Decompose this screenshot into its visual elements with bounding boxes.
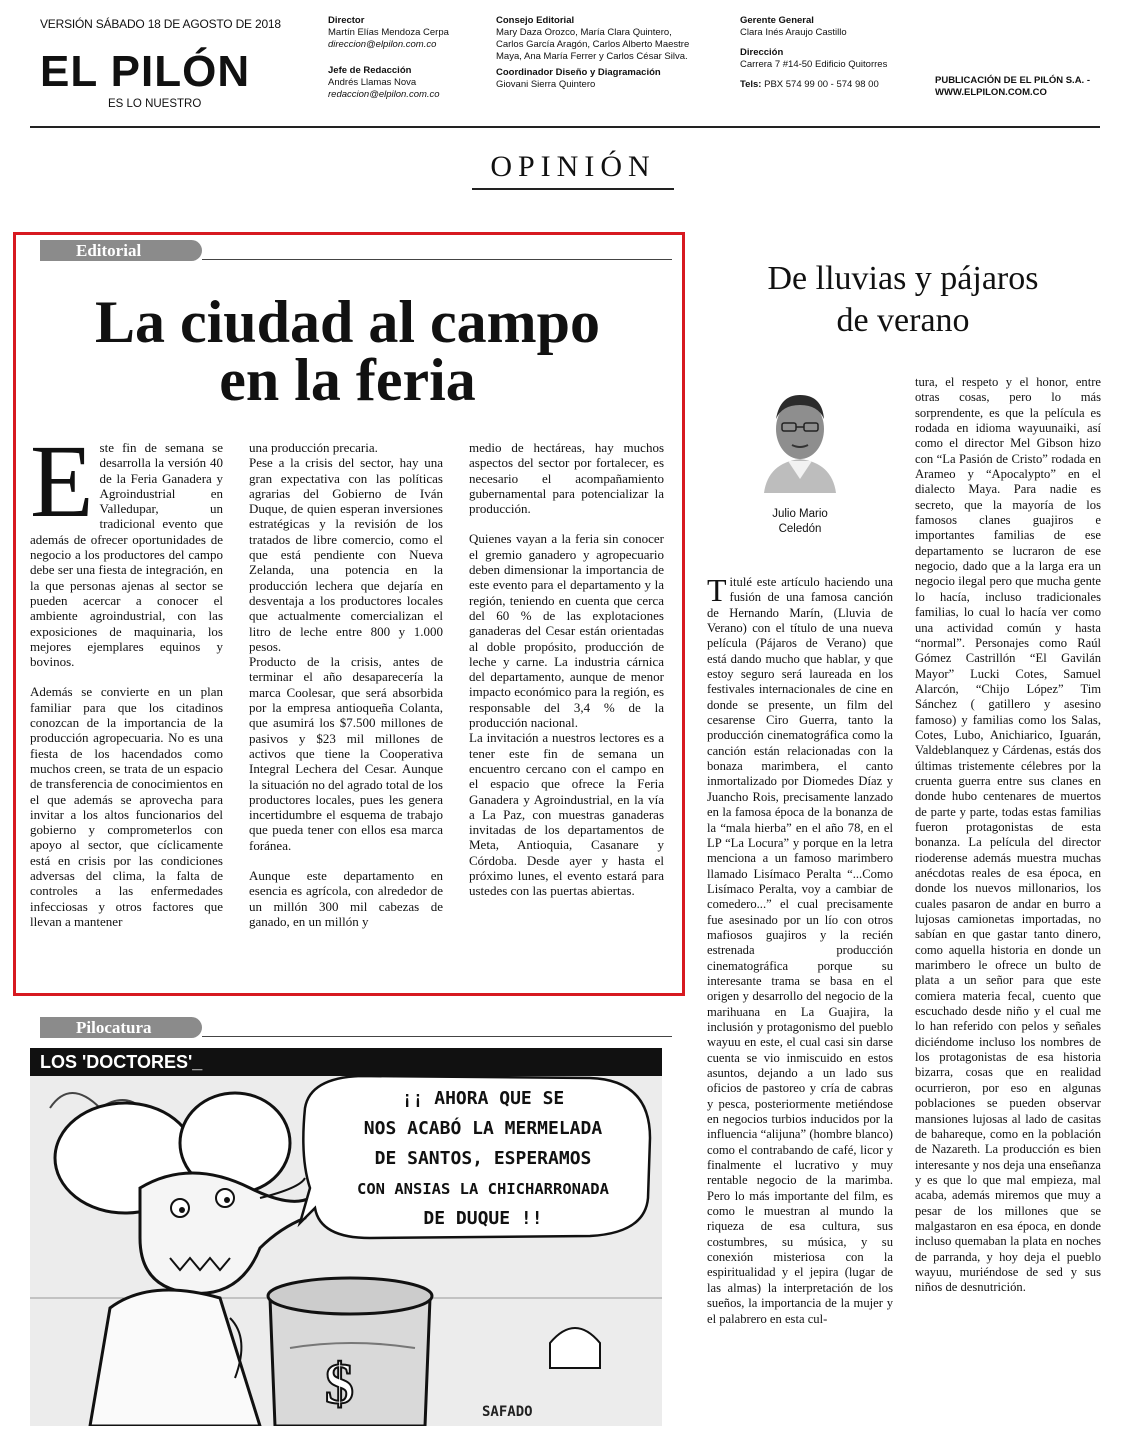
cartoon-title: LOS 'DOCTORES'_ (40, 1052, 203, 1072)
headline-line-2: en la feria (219, 347, 476, 413)
editorial-column-2 (249, 440, 443, 985)
paragraph: una producción precaria. (249, 440, 378, 455)
editorial-column-1 (30, 440, 223, 985)
paragraph: itulé este artículo haciendo una fusión de una famosa canción de Hernando Marín, (Lluvia de Verano) con el título de una nueva película (Pájaros de Verano) que está dando mucho que hablar, y que estoy seguro será laureada en los festivales internacionales de cine en donde se presente, un film del cesarense Ciro Guerra, tanto la producción cinematográfica como la canción están relacionadas con la bonaza marimbera, el canto inmortalizado por Diomedes Díaz y Juancho Rois, precisamente lanzado en la famosa época de la bonanza de la “mala hierba” en el año 78, en el LP “La Locura” y porque en la letra menciona a un famoso marimbero llamado Lisímaco Peralta “...Como Lisímaco Peralta, voy a cambiar de comedero...” el cual precisamente fue asesinado por un lío con otros mafiosos guajiros y la recién estrenada producción cinematográfica porque su interesante trama se basa en el origen y desarrollo del negocio de la marihuana en La Guajira, la inclusión y protagonismo del pueblo wayuu en este, el cual casi sin darse cuenta se vio inmiscuido en estos asuntos, dejando a un lado sus oficios de pastoreo y cría de cabras y pesca, posteriormente metiéndose en negocios turbios inducidos por la influencia “alijuna” (hombre blanco) como el contrabando de café, licor y finalmente el lucrativo y muy rentable negocio de la marimba. Pero lo más importante del film, es como le muestran al mundo la riqueza de esa cultura, sus costumbres, su música, y su conexión misteriosa con la espiritualidad y el jepira (lugar de las almas) la interpretación de los sueños, la importancia de la mujer y el palabrero en esta cul- (707, 575, 893, 1326)
gerente-label: Gerente General (740, 15, 814, 26)
drop-cap: T (707, 575, 727, 608)
column-headline-line-2: de verano (836, 302, 970, 339)
jefe-email[interactable]: redaccion@elpilon.com.co (328, 89, 440, 100)
pilocatura-tab: Pilocatura (40, 1017, 202, 1038)
staff-gerencia (740, 15, 920, 91)
paragraph: ste fin de semana se desarrolla la versión 40 de la Feria Ganadera y Agroindustrial en Valledupar, un tradicional evento que además de ofrecer oportunidades de negocio a los productores del campo debe ser una fiesta de integración, en la que personas ajenas al sector se pueden acercar a conocer el ambiente agroindustrial, con las exposiciones de maquinaria, los mejores ejemplares equinos y bovinos. (30, 440, 223, 670)
gerente-name: Clara Inés Araujo Castillo (740, 27, 847, 38)
tels-label: Tels: (740, 79, 762, 90)
edition-date: VERSIÓN SÁBADO 18 DE AGOSTO DE 2018 (40, 17, 281, 31)
paragraph: La invitación a nuestros lectores es a tener este fin de semana un encuentro cercano con el campo en el espacio que ofrece la Feria Ganadera y Agroindustrial, en la vía a La Paz, con muestras ganaderas invitadas de los departamentos de Meta, Antioquia, Casanare y Córdoba. Desde ayer y hasta el próximo lunes, el evento estará para ustedes con las puertas abiertas. (469, 730, 664, 899)
coord-label: Coordinador Diseño y Diagramación (496, 67, 661, 78)
column-headline-line-1: De lluvias y pájaros (767, 260, 1039, 297)
editorial-headline (20, 289, 675, 413)
consejo-line-3: Maya, Ana María Ferrer y Carlos César Silva. (496, 51, 688, 62)
masthead-divider (30, 126, 1100, 128)
headline-line-1: La ciudad al campo (94, 289, 601, 355)
director-label: Director (328, 15, 365, 26)
jefe-label: Jefe de Redacción (328, 65, 412, 76)
consejo-line-1: Mary Daza Orozco, María Clara Quintero, (496, 27, 672, 38)
direccion-value: Carrera 7 #14-50 Edificio Quitorres (740, 59, 888, 70)
paragraph: Quienes vayan a la feria sin conocer el gremio ganadero y agropecuario deben dimensionar la importancia de este evento para el departamento y la región, teniendo en cuenta que cerca del 60 % de las explotaciones ganaderas del Cesar están orientadas al doble propósito, producción de leche y carne. La industria cárnica del departamento, aunque de menor impacto económico para la región, es responsable del 3,4 % de la producción nacional. (469, 531, 664, 731)
paragraph: Pese a la crisis del sector, hay una gran expectativa con las políticas agrarias del Gobierno de Iván Duque, de quien esperan inversiones estratégicas y la revisión de los tratados de libre comercio, como el que está pendiente con Nueva Zelanda, una potencia en la producción lechera que dejaría en desventaja a los productores locales que actualmente comercializan el litro de leche entre 800 y 1.000 pesos. (249, 455, 443, 654)
author-name-line-2: Celedón (778, 523, 822, 535)
drop-cap: E (30, 440, 94, 539)
column-text-2 (915, 375, 1101, 1435)
column-text-1 (707, 575, 893, 1435)
paragraph: Producto de la crisis, antes de terminar el año desaparecería la marca Coolesar, que será absorbida por la empresa antioqueña Colanta, que asumirá los $7.500 millones de pasivos y $23 mil millones de activos que tiene la Cooperativa Integral Lechera del Cesar. Aunque la situación no del agrado total de los productores locales, pues les genera incertidumbre el esquema de trabajo que pueda tener con ellos esa marca foránea. (249, 654, 443, 853)
dollar-sign: $ (325, 1351, 354, 1416)
bubble-line: DE DUQUE !! (423, 1208, 543, 1229)
slogan: ES LO NUESTRO (108, 98, 202, 110)
editorial-column-3 (469, 440, 664, 985)
author-photo (758, 383, 842, 493)
column-headline (704, 258, 1102, 342)
section-underline (472, 188, 674, 190)
staff-director (328, 15, 488, 101)
director-name: Martín Elías Mendoza Cerpa (328, 27, 449, 38)
editorial-tab: Editorial (40, 240, 202, 261)
jefe-name: Andrés Llamas Nova (328, 77, 417, 88)
director-email[interactable]: direccion@elpilon.com.co (328, 39, 437, 50)
coord-name: Giovani Sierra Quintero (496, 79, 596, 90)
publisher-line-1: PUBLICACIÓN DE EL PILÓN S.A. - (935, 75, 1091, 86)
direccion-label: Dirección (740, 47, 784, 58)
consejo-label: Consejo Editorial (496, 15, 575, 26)
editorial-tab-line (202, 259, 672, 260)
bubble-line: ¡¡ AHORA QUE SE (401, 1088, 565, 1109)
consejo-line-2: Carlos García Aragón, Carlos Alberto Maestre (496, 39, 690, 50)
publisher-url[interactable]: WWW.ELPILON.COM.CO (935, 87, 1047, 98)
bubble-line: DE SANTOS, ESPERAMOS (374, 1148, 592, 1169)
paragraph: Aunque este departamento en esencia es agrícola, con alrededor de un millón 300 mil cabezas de ganado, en un millón y (249, 868, 443, 929)
publisher (935, 75, 1105, 99)
bubble-line: NOS ACABÓ LA MERMELADA (363, 1118, 603, 1139)
paragraph: tura, el respeto y el honor, entre otras cosas, pero lo más sorprendente, es que la película es rodada en idioma wayuunaiki, así como el director Mel Gibson hizo con “La Pasión de Cristo” rodada en Arameo y “Apocalypto” en el dialecto Maya. Para nadie es secreto, que la mayoría de los famosos clanes guajiros e importantes familias de ese departamento se lucraron de ese negocio, dado que a la larga era un negocio ilegal pero que mucha gente lo hacía, incluso tradicionales familias, lo cual lo hacía ver como una actividad común y hasta “normal”. Personajes como Raúl Gómez Castrillón “El Gavilán Mayor” Lucki Cotes, Samuel Alarcón, “Chijo López” Tim Sánchez ( gatillero y asesino famoso) y familias como los Salas, Cotes, Lubo, Anichiarico, Iguarán, Valdeblanquez y Cárdenas, estás dos últimas tristemente célebres por la cruenta guerra entre sus clanes en donde hubo centenares de muertos de parte y parte, todas estas familias fueron protagonistas de esta bonanza. La película del director rioderense además muestra muchas anécdotas reales de esa época, en donde los nuevos millonarios, los cuales pasaron de andar en burro a lujosas camionetas importadas, no sabían en que gastar tanto dinero, como aquella historia en donde un marimbero le ofrece un bulto de plata a un señor para que este comiera materia fecal, cuento que escuchado desde niño y el cual me lo han referido con pelos y señales diciéndome incluso los nombres de los protagonistas de esa historia bizarra, cosas que en realidad ocurrieron, por eso en algunas poblaciones se pueden observar mansiones lujosas al lado de casitas de bahareque, como en la población de Nazareth. La producción es bien interesante y nos deja una enseñanza y es que lo que mal empieza, mal acaba, además miremos que muy a pesar de los millones que se malgastaron en esa época, en donde incluso quemaban la plata en noches de parranda, y hoy deja el pueblo wayuu, muriéndose de sed y sus niños de desnutrición. (915, 375, 1101, 1295)
speech-bubble-text (318, 1084, 648, 1234)
section-title: OPINIÓN (490, 150, 656, 183)
logo[interactable]: EL PILÓN (40, 47, 251, 96)
tels-value: PBX 574 99 00 - 574 98 00 (764, 79, 879, 90)
bubble-line: CON ANSIAS LA CHICHARRONADA (357, 1180, 609, 1198)
artist-signature: SAFADO (482, 1404, 533, 1420)
author-name-line-1: Julio Mario (772, 508, 828, 520)
paragraph: Además se convierte en un plan familiar para que los citadinos conozcan de la importancia de la producción agropecuaria. No es una fiesta de los hacendados como muchos creen, se trata de un espacio de transferencia de conocimientos en el que además se aprovecha para invitar a los altos funcionarios del gobierno y comprometerlos con apoyo al sector, que cíclicamente está en crisis por las condiciones adversas del clima, la falta de controles a las enfermedades infecciosas y otros factores que llevan a mantener (30, 684, 223, 929)
staff-consejo (496, 15, 721, 91)
paragraph: medio de hectáreas, hay muchos aspectos del sector por fortalecer, es necesario el acompañamiento gubernamental para potencializar la producción. (469, 440, 664, 517)
pilocatura-tab-line (202, 1036, 672, 1037)
author-name (754, 507, 846, 537)
